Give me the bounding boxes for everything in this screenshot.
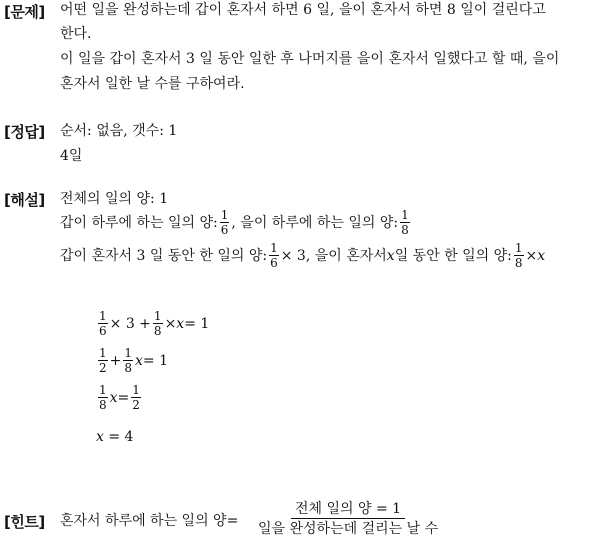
answer-label: [정답] xyxy=(4,123,45,141)
equation-2-plus: + xyxy=(109,352,122,369)
line2-mid: , 을이 하루에 하는 일의 양: xyxy=(231,214,399,231)
times-sign: × xyxy=(164,315,177,332)
fraction-one-sixth xyxy=(220,208,230,237)
variable-x: x xyxy=(537,247,546,264)
answer-line-1: 순서: 없음, 갯수: 1 xyxy=(60,123,178,139)
variable-x: x xyxy=(176,315,185,332)
times-sign: × xyxy=(525,247,538,264)
line3-times-three: × 3 xyxy=(280,247,306,264)
fraction-denominator: 6 xyxy=(270,256,278,270)
equation-1 xyxy=(96,309,209,338)
solution-line-1: 전체의 일의 양: 1 xyxy=(60,191,169,207)
equation-1-mid: × 3 + xyxy=(109,315,151,332)
problem-line-2: 한다. xyxy=(60,26,92,42)
fraction-one-eighth xyxy=(153,309,163,338)
solution-line-2 xyxy=(60,208,412,237)
fraction-numerator: 1 xyxy=(514,241,523,255)
problem-line-4: 혼자서 일한 날 수를 구하여라. xyxy=(60,76,245,92)
hint-prefix: 혼자서 하루에 하는 일의 양= xyxy=(60,513,239,529)
fraction-numerator: 1 xyxy=(99,383,107,397)
fraction-numerator: 1 xyxy=(132,383,140,397)
line3-mid: , 을이 혼자서 xyxy=(305,247,387,264)
line3-prefix: 갑이 혼자서 3 일 동안 한 일의 양: xyxy=(60,247,268,264)
fraction-denominator: 8 xyxy=(401,223,409,237)
fraction-numerator: 1 xyxy=(401,208,409,222)
hint-fraction-numerator: 전체 일의 양 = 1 xyxy=(291,500,405,519)
fraction-numerator: 1 xyxy=(220,208,229,222)
variable-x: x xyxy=(96,429,104,445)
fraction-one-eighth xyxy=(98,383,108,412)
problem-line-1: 어떤 일을 완성하는데 갑이 혼자서 하면 6 일, 을이 혼자서 하면 8 일이 걸린다고 xyxy=(60,2,546,18)
variable-x: x xyxy=(135,352,143,369)
equation-4-rest: = 4 xyxy=(108,429,134,445)
line2-prefix: 갑이 하루에 하는 일의 양: xyxy=(60,214,218,231)
fraction-one-eighth xyxy=(123,346,133,375)
equation-1-end: = 1 xyxy=(184,315,210,332)
fraction-one-sixth xyxy=(269,241,279,270)
fraction-numerator: 1 xyxy=(124,346,133,360)
fraction-denominator: 6 xyxy=(99,324,107,338)
answer-line-2: 4일 xyxy=(60,148,83,164)
fraction-numerator: 1 xyxy=(153,309,162,323)
solution-label: [해설] xyxy=(4,191,45,209)
problem-label: [문제] xyxy=(4,3,45,21)
variable-x: x xyxy=(109,389,118,406)
fraction-denominator: 8 xyxy=(514,256,523,270)
equation-3-equals: = xyxy=(117,389,130,406)
hint-fraction xyxy=(254,500,442,538)
solution-line-3 xyxy=(60,241,545,270)
fraction-denominator: 8 xyxy=(153,324,162,338)
fraction-one-half xyxy=(131,383,141,412)
equation-4 xyxy=(96,428,133,446)
equation-3 xyxy=(96,383,143,412)
fraction-numerator: 1 xyxy=(99,346,107,360)
fraction-one-half xyxy=(98,346,108,375)
fraction-denominator: 8 xyxy=(124,361,133,375)
fraction-denominator: 8 xyxy=(99,398,107,412)
hint-label: [힌트] xyxy=(4,513,45,531)
fraction-numerator: 1 xyxy=(270,241,278,255)
hint-fraction-denominator: 일을 완성하는데 걸리는 날 수 xyxy=(258,521,439,537)
fraction-numerator: 1 xyxy=(99,309,107,323)
fraction-denominator: 2 xyxy=(132,398,140,412)
fraction-one-eighth xyxy=(514,241,524,270)
equation-2 xyxy=(96,346,168,375)
fraction-denominator: 2 xyxy=(99,361,107,375)
line3-mid2: 일 동안 한 일의 양: xyxy=(394,247,512,264)
fraction-denominator: 6 xyxy=(220,223,229,237)
problem-line-3: 이 일을 갑이 혼자서 3 일 동안 일한 후 나머지를 을이 혼자서 일했다고 할 때, 을이 xyxy=(60,51,560,67)
fraction-one-eighth xyxy=(400,208,410,237)
variable-x: x xyxy=(386,247,395,264)
fraction-one-sixth xyxy=(98,309,108,338)
equation-2-end: = 1 xyxy=(142,352,169,369)
